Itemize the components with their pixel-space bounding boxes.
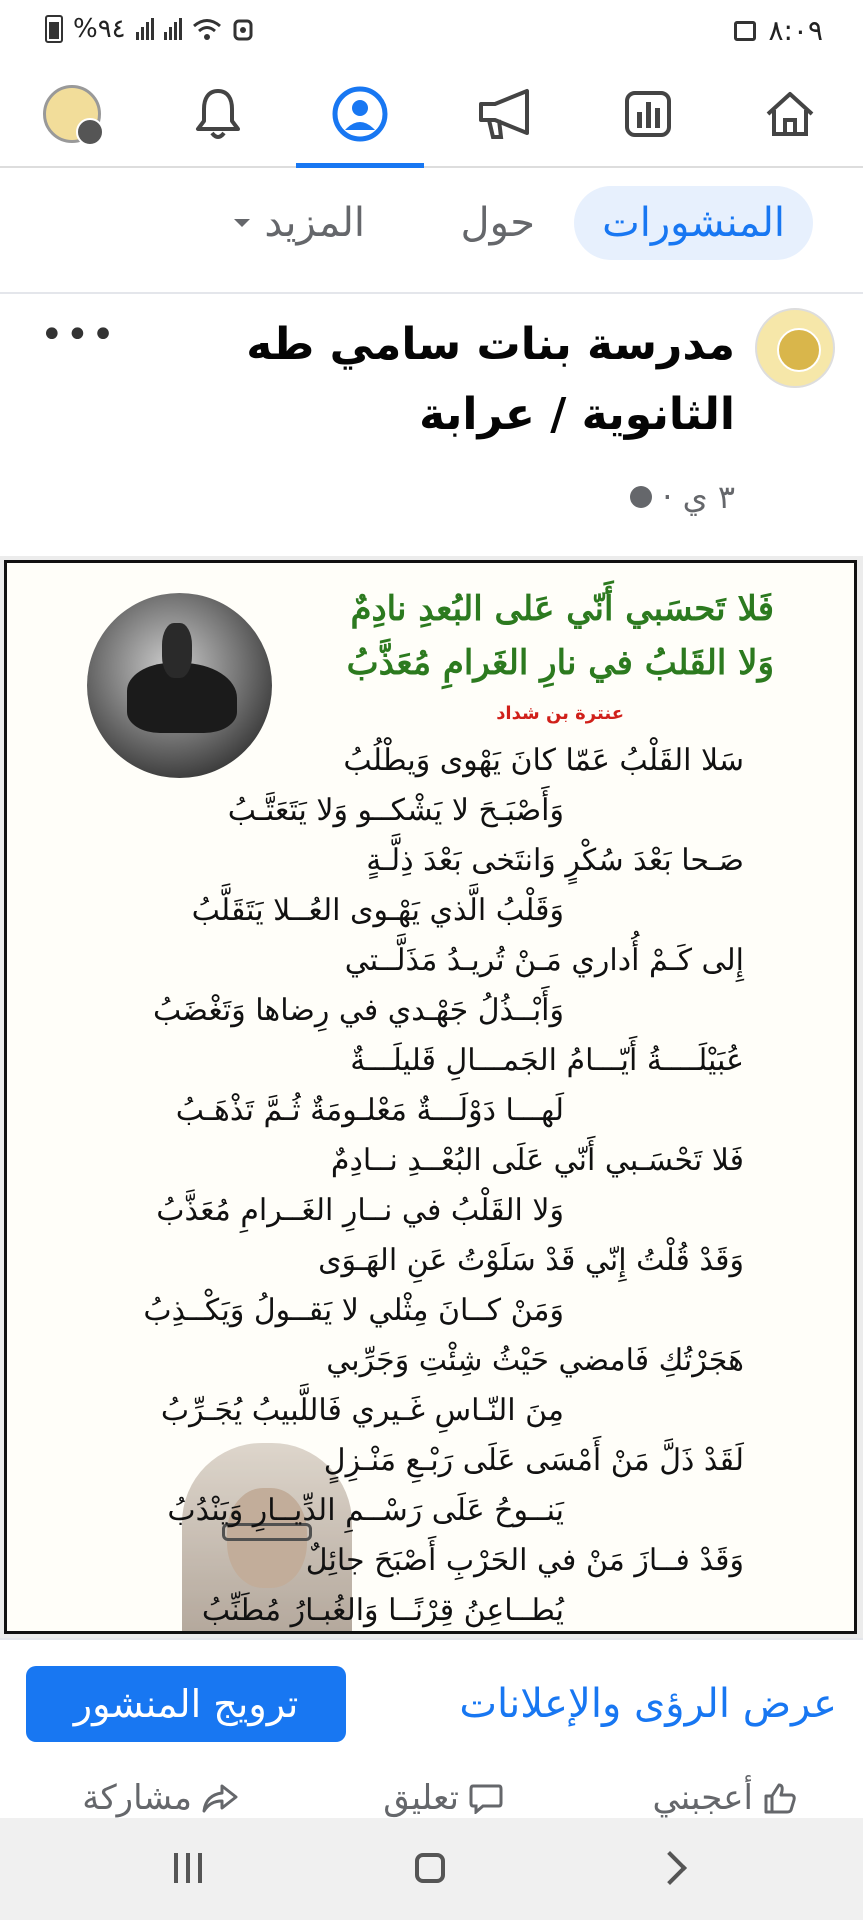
post-timestamp [630, 478, 735, 516]
page-avatar[interactable] [755, 308, 835, 388]
nav-home[interactable] [720, 62, 860, 166]
verse-line: صَـحا بَعْدَ سُكْرٍ وَانتَخى بَعْدَ ذِلَّـةٍ [366, 843, 744, 878]
recent-apps-button[interactable] [128, 1838, 248, 1898]
verse-line: مِنَ النّـاسِ غَـيري فَاللَّبيبُ يُجَـرِّبُ [160, 1393, 564, 1428]
post-time-text: ٣ ي · [662, 478, 735, 516]
recent-apps-icon [174, 1853, 202, 1883]
top-navigation [0, 62, 863, 168]
image-divider [0, 1638, 863, 1640]
home-circle-icon [415, 1853, 445, 1883]
post-action-bar [0, 1648, 863, 1758]
verse-line: لَهـــا دَوْلَـــةٌ مَعْلـومَةٌ ثُـمَّ تَذْهَـبُ [175, 1093, 564, 1128]
promote-post-button[interactable]: ترويج المنشور [26, 1666, 346, 1742]
like-label: أعجبني [652, 1778, 753, 1818]
knight-illustration [87, 593, 272, 778]
signal-icon [136, 18, 154, 40]
like-icon [763, 1782, 797, 1814]
status-right [734, 14, 823, 47]
tab-more-label: المزيد [264, 200, 365, 246]
share-icon [202, 1783, 238, 1813]
poem-author: عنترة بن شداد [496, 703, 624, 724]
tab-more[interactable] [204, 186, 393, 260]
signal-icon-2 [164, 18, 182, 40]
chevron-down-icon [232, 217, 252, 229]
battery-icon [45, 15, 63, 43]
post-header [0, 300, 863, 540]
verse-line: هَجَرْتُكِ فَامضي حَيْثُ شِئْتِ وَجَرِّبي [326, 1343, 744, 1378]
tabs-divider [0, 292, 863, 294]
verse-line: وَقَدْ فــازَ مَنْ في الحَرْبِ أَصْبَحَ جائِلٌ [305, 1543, 744, 1578]
system-navigation-bar [0, 1818, 863, 1920]
share-button[interactable] [82, 1778, 238, 1818]
globe-icon [630, 486, 652, 508]
reactions-bar [0, 1770, 863, 1820]
verse-line: وَقَلْبُ الَّذي يَهْـوى العُــلا يَتَقَلَّبُ [191, 893, 564, 928]
ads-icon [475, 88, 537, 140]
verse-line: عُبَيْلَــــةُ أَيّـــامُ الجَمـــالِ قَليلَـــةٌ [350, 1043, 744, 1078]
verse-line: يَنــوحُ عَلَى رَسْــمِ الدِّيــارِ وَيَنْدُبُ [167, 1493, 564, 1528]
status-left [45, 14, 254, 44]
home-button[interactable] [370, 1838, 490, 1898]
status-bar [0, 0, 863, 62]
tab-about[interactable]: حول [460, 200, 535, 246]
poem-image [4, 560, 857, 1634]
nav-insights[interactable] [578, 62, 718, 166]
like-button[interactable] [652, 1778, 797, 1818]
clock: ٨:٠٩ [768, 14, 823, 47]
comment-icon [469, 1782, 503, 1814]
post-image[interactable] [0, 556, 863, 1638]
back-arrow-icon [653, 1851, 687, 1885]
tab-posts[interactable]: المنشورات [574, 186, 813, 260]
verse-line: وَأَبْــذُلُ جَهْـدي في رِضاها وَتَغْضَبُ [152, 993, 564, 1028]
verse-line: وَلا القَلْبُ في نــارِ الغَــرامِ مُعَذَّبُ [156, 1193, 564, 1228]
page-name[interactable]: مدرسة بنات سامي طه الثانوية / عرابة [246, 319, 735, 440]
verse-line: وَأَصْبَـحَ لا يَشْكــو وَلا يَتَعَتَّـبُ [227, 793, 564, 828]
verse-line: إِلى كَـمْ أُداري مَـنْ تُريـدُ مَذَلَّــتي [344, 943, 744, 978]
profile-icon [332, 86, 388, 142]
verse-line: يُطــاعِنُ قِرْنًــا وَالغُبـارُ مُطَنِّبُ [201, 1593, 564, 1628]
nav-profile[interactable] [290, 62, 430, 166]
battery-percent: %٩٤ [73, 14, 126, 44]
share-label: مشاركة [82, 1778, 192, 1818]
wifi-icon [192, 17, 222, 41]
home-icon [764, 90, 816, 138]
alarm-icon [232, 17, 254, 41]
verse-line: وَمَنْ كــانَ مِثْلي لا يَقــولُ وَيَكْــذِبُ [143, 1293, 564, 1328]
comment-button[interactable] [383, 1778, 503, 1818]
view-insights-ads-link[interactable]: عرض الرؤى والإعلانات [459, 1681, 837, 1727]
insights-icon [624, 90, 672, 138]
nav-notifications[interactable] [148, 62, 288, 166]
back-button[interactable] [610, 1838, 730, 1898]
nav-menu[interactable] [2, 62, 142, 166]
profile-tabs [0, 186, 863, 276]
gallery-icon [734, 21, 756, 41]
more-options-button[interactable]: ••• [40, 312, 117, 358]
menu-lines-icon [76, 118, 104, 146]
verse-line: فَلا تَحْسَـبي أَنّي عَلَى البُعْــدِ نــادِمٌ [330, 1143, 744, 1178]
verse-line: سَلا القَلْبُ عَمّا كانَ يَهْوى وَيطْلُبُ [343, 743, 744, 778]
notifications-icon [194, 87, 242, 141]
verse-line: وَقَدْ قُلْتُ إِنّي قَدْ سَلَوْتُ عَنِ الهَـوَى [318, 1243, 744, 1278]
headline-line-1: فَلا تَحسَبي أَنّي عَلى البُعدِ نادِمٌ [350, 589, 774, 629]
comment-label: تعليق [383, 1778, 459, 1818]
headline-line-2: وَلا القَلبُ في نارِ الغَرامِ مُعَذَّبُ [346, 643, 774, 683]
nav-ads[interactable] [436, 62, 576, 166]
verse-line: لَقَدْ ذَلَّ مَنْ أَمْسَى عَلَى رَبْـعِ مَنْـزِلٍ [323, 1443, 744, 1478]
menu-avatar-icon [43, 85, 101, 143]
